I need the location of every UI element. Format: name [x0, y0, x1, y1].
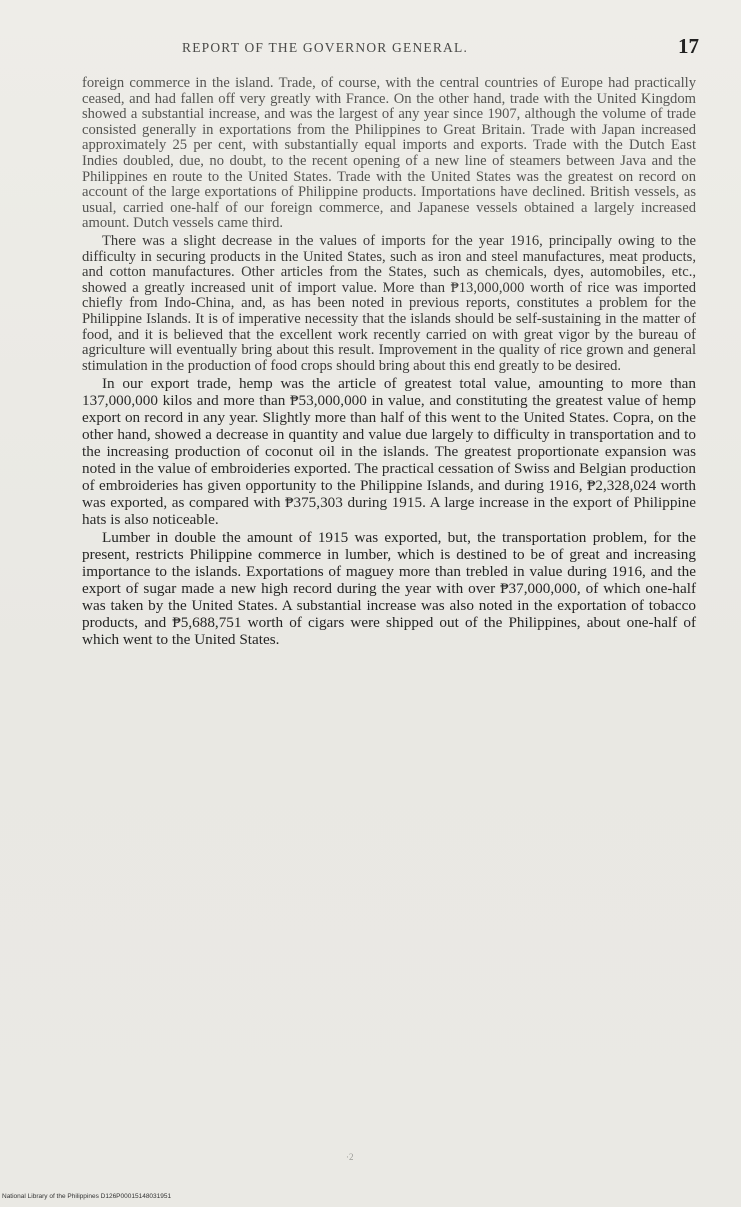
paragraph-export-trade: In our export trade, hemp was the article of greatest total value, amounting to more than 137,000,000 kilos and more than ₱53,000,000 in value, and constituting the greatest value of hemp export on record in any year. Slightly more than half of this went to the United States. Copra, on the other hand, showed a decrease in quantity and value due largely to difficulty in transportation and to the increasing production of coconut oil in the islands. The greatest proportionate expansion was noted in the value of embroideries exported. The practical cessation of Swiss and Belgian production of embroideries has given opportunity to the Philippine Islands, and during 1916, ₱2,328,024 worth was exported, as compared with ₱375,303 during 1915. A large increase in the export of Philippine hats is also noticeable.: [82, 375, 696, 528]
body-text: [82, 76, 696, 649]
paragraph-lumber: Lumber in double the amount of 1915 was exported, but, the transportation problem, for the present, restricts Philippine commerce in lumber, which is destined to be of great and increasing importance to the islands. Exportations of maguey more than trebled in value during 1916, and the export of sugar made a new high record during the year with over ₱37,000,000, of which one-half was taken by the United States. A substantial increase was also noted in the exportation of tobacco products, and ₱5,688,751 worth of cigars were shipped out of the Philippines, about one-half of which went to the United States.: [82, 529, 696, 648]
page-number: 17: [678, 34, 699, 58]
footer-mark: ·2: [346, 1152, 354, 1162]
running-title: REPORT OF THE GOVERNOR GENERAL.: [182, 40, 469, 55]
page-header: [82, 34, 699, 62]
paragraph-imports: There was a slight decrease in the values of imports for the year 1916, principally owing to the difficulty in securing products in the United States, such as iron and steel manufactures, meat products, and cotton manufactures. Other articles from the States, such as chemicals, dyes, automobiles, etc., showed a greatly increased unit of import value. More than ₱13,000,000 worth of rice was imported chiefly from Indo-China, and, as has been noted in previous reports, constitutes a problem for the Philippine Islands. It is of imperative necessity that the islands should be self-sustaining in the matter of food, and it is believed that the excellent work recently carried on with great vigor by the bureau of agriculture will eventually bring about this result. Improvement in the quality of rice grown and general stimulation in the production of food crops should bring about this end greatly to be desired.: [82, 232, 696, 374]
paragraph-foreign-commerce: foreign commerce in the island. Trade, of course, with the central countries of Europe had practically ceased, and had fallen off very greatly with France. On the other hand, trade with the United Kingdom showed a substantial increase, and was the largest of any year since 1907, although the volume of trade consisted generally in exportations from the Philippines to Great Britain. Trade with Japan increased approximately 25 per cent, with substantially equal imports and exports. Trade with the Dutch East Indies doubled, due, no doubt, to the recent opening of a new line of steamers between Java and the Philippines en route to the United States. Trade with the United States was the greatest on record on account of the large exportations of Philippine products. Importations have declined. British vessels, as usual, carried one-half of our foreign commerce, and Japanese vessels obtained a largely increased amount. Dutch vessels came third.: [82, 75, 696, 232]
library-credit: National Library of the Philippines D126P00015148031951: [2, 1193, 172, 1200]
